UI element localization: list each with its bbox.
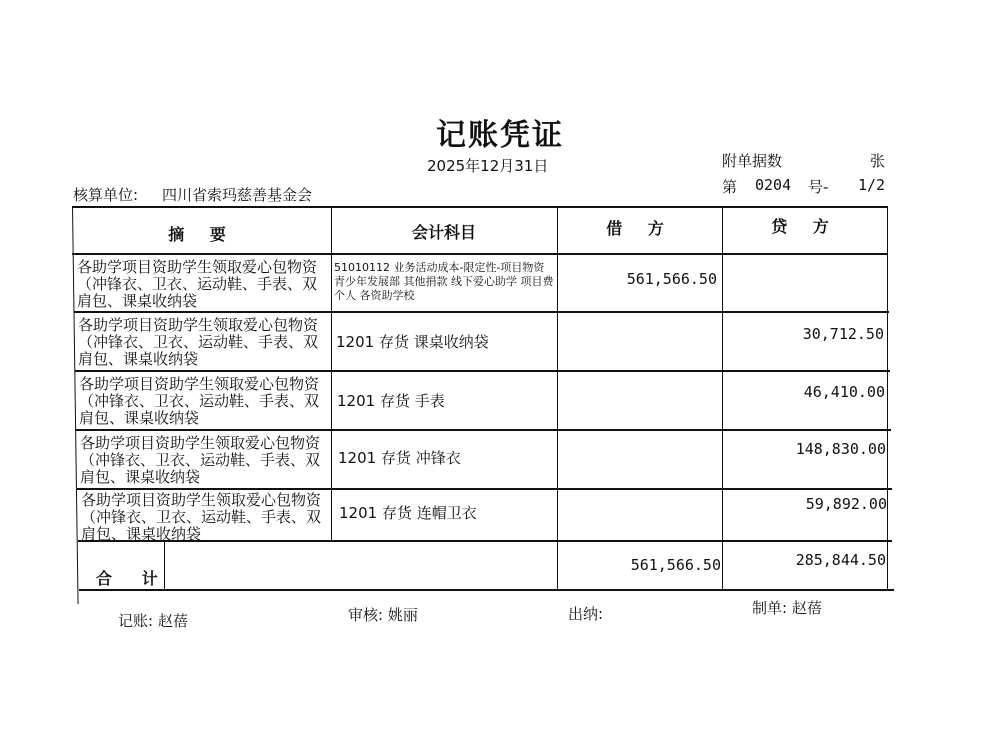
row-credit: 148,830.00 bbox=[795, 440, 886, 458]
total-label: 合 计 bbox=[96, 569, 170, 588]
signature-reviewer: 审核: 姚丽 bbox=[348, 606, 418, 624]
table-line bbox=[72, 253, 888, 255]
header-summary: 摘 要 bbox=[168, 225, 236, 244]
table-line bbox=[75, 370, 890, 372]
header-debit: 借 方 bbox=[606, 219, 674, 238]
table-line bbox=[722, 206, 723, 591]
table-line bbox=[72, 206, 888, 208]
row-summary: 各助学项目资助学生领取爱心包物资（冲锋衣、卫衣、运动鞋、手表、双肩包、课桌收纳袋 bbox=[81, 491, 322, 543]
row-summary: 各助学项目资助学生领取爱心包物资（冲锋衣、卫衣、运动鞋、手表、双肩包、课桌收纳袋 bbox=[80, 434, 321, 486]
row-credit: 30,712.50 bbox=[802, 325, 884, 343]
header-account: 会计科目 bbox=[411, 223, 476, 242]
signature-cashier: 出纳: bbox=[568, 605, 604, 623]
row-account: 1201 存货 冲锋衣 bbox=[338, 449, 461, 467]
table-line bbox=[887, 206, 888, 591]
row-debit: 561,566.50 bbox=[626, 270, 717, 288]
table-line bbox=[76, 429, 891, 431]
voucher-page-count: 1/2 bbox=[858, 176, 886, 194]
row-summary: 各助学项目资助学生领取爱心包物资（冲锋衣、卫衣、运动鞋、手表、双肩包、课桌收纳袋 bbox=[78, 316, 319, 368]
total-debit: 561,566.50 bbox=[630, 556, 721, 574]
row-summary: 各助学项目资助学生领取爱心包物资（冲锋衣、卫衣、运动鞋、手表、双肩包、课桌收纳袋 bbox=[77, 258, 318, 310]
row-account: 1201 存货 连帽卫衣 bbox=[339, 504, 477, 522]
row-account: 1201 存货 手表 bbox=[337, 392, 445, 410]
row-account: 1201 存货 课桌收纳袋 bbox=[336, 333, 489, 351]
voucher-number: 0204 bbox=[755, 176, 792, 194]
voucher-number-prefix: 第 bbox=[722, 178, 738, 196]
table-line bbox=[557, 206, 558, 591]
accounting-unit-value: 四川省索玛慈善基金会 bbox=[162, 186, 313, 204]
voucher-number-suffix: 号- bbox=[808, 178, 829, 196]
table-line bbox=[74, 311, 889, 313]
voucher-date: 2025年12月31日 bbox=[427, 157, 549, 175]
attachments-unit: 张 bbox=[870, 152, 886, 170]
row-account: 51010112 业务活动成本-限定性-项目物资 青少年发展部 其他捐款 线下爱心助学 项目费 个人 各资助学校 bbox=[334, 261, 554, 302]
table-line bbox=[77, 488, 892, 490]
accounting-unit-label: 核算单位: bbox=[73, 186, 139, 204]
row-credit: 59,892.00 bbox=[805, 495, 887, 513]
signature-maker: 制单: 赵蓓 bbox=[752, 599, 822, 617]
row-credit: 46,410.00 bbox=[803, 383, 885, 401]
row-summary: 各助学项目资助学生领取爱心包物资（冲锋衣、卫衣、运动鞋、手表、双肩包、课桌收纳袋 bbox=[79, 375, 320, 427]
table-line bbox=[79, 589, 894, 591]
total-credit: 285,844.50 bbox=[795, 551, 886, 569]
signature-bookkeeper: 记账: 赵蓓 bbox=[118, 612, 188, 630]
attachments-label: 附单据数 bbox=[722, 152, 783, 170]
voucher-title: 记账凭证 bbox=[436, 118, 564, 153]
header-credit: 贷 方 bbox=[771, 217, 839, 236]
